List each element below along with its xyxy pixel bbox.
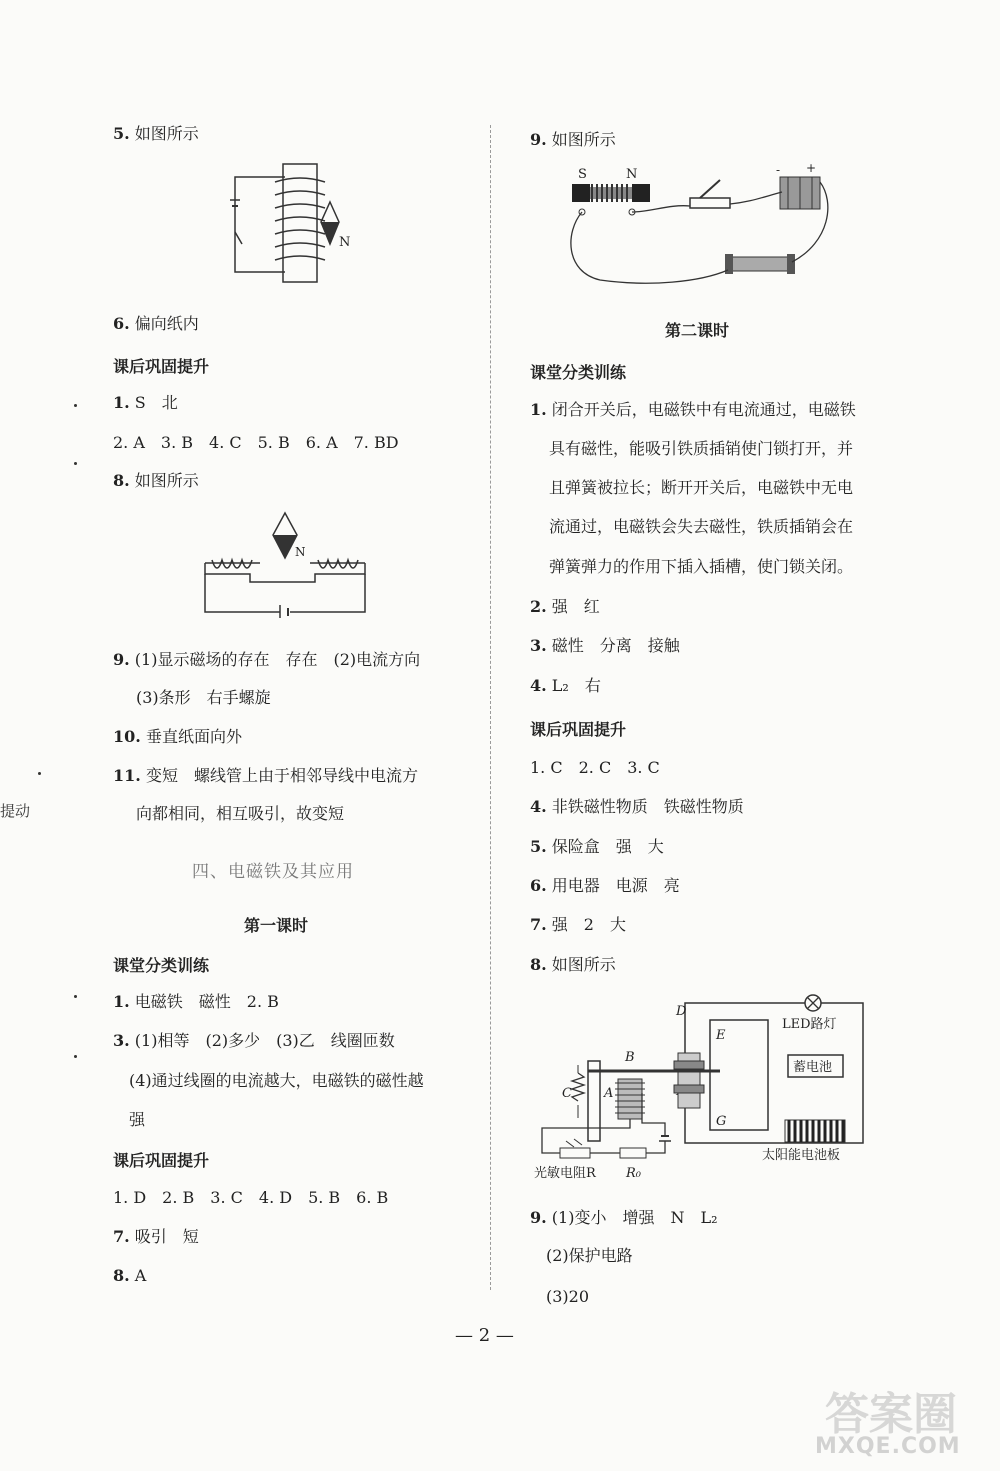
- lesson-one-heading: 第一课时: [244, 916, 309, 935]
- left-answer-9: 9. (1)显示磁场的存在 存在 (2)电流方向: [113, 650, 421, 669]
- left-b3-cont: (4)通过线圈的电流越大，电磁铁的磁性越: [129, 1071, 424, 1090]
- left-section-review-1: 课后巩固提升: [113, 357, 210, 376]
- figure-solenoid-compass: [225, 160, 355, 285]
- figure-electromagnet-circuit: [560, 162, 840, 297]
- margin-dot: [38, 772, 41, 775]
- svg-text:A: A: [604, 1086, 614, 1101]
- svg-text:B: B: [625, 1050, 635, 1065]
- svg-text:光敏电阻R: 光敏电阻R: [534, 1166, 596, 1181]
- svg-text:N: N: [339, 235, 351, 250]
- left-answer-10: 10. 垂直纸面向外: [113, 727, 242, 746]
- right-d1: 1. 闭合开关后，电磁铁中有电流通过，电磁铁: [530, 400, 856, 419]
- page-number: — 2 —: [455, 1325, 514, 1346]
- right-q9: 9. 如图所示: [530, 130, 616, 149]
- figure-two-solenoids: [200, 508, 380, 618]
- right-e6: 6. 用电器 电源 亮: [530, 876, 680, 895]
- margin-dot: [74, 1055, 77, 1058]
- left-c7: 7. 吸引 短: [113, 1227, 199, 1246]
- left-c8: 8. A: [113, 1266, 147, 1285]
- left-b3-cont2: 强: [129, 1110, 146, 1129]
- figure-solar-led-relay: [530, 993, 875, 1193]
- left-answer-11-cont: 向都相同，相互吸引，故变短: [136, 804, 345, 823]
- left-q5: 5. 如图所示: [113, 124, 199, 143]
- svg-text:D: D: [676, 1004, 687, 1019]
- left-section-classroom: 课堂分类训练: [113, 956, 210, 975]
- right-e4: 4. 非铁磁性物质 铁磁性物质: [530, 797, 744, 816]
- left-answer-9-cont: (3)条形 右手螺旋: [136, 688, 271, 707]
- right-d1-line3: 且弹簧被拉长；断开开关后，电磁铁中无电: [549, 478, 854, 497]
- svg-text:C: C: [562, 1086, 572, 1101]
- column-divider: [490, 125, 491, 1290]
- watermark-logo: [805, 1378, 995, 1468]
- svg-text:E: E: [716, 1028, 726, 1043]
- svg-text:+: +: [806, 162, 817, 175]
- left-b3: 3. (1)相等 (2)多少 (3)乙 线圈匝数: [113, 1031, 395, 1050]
- svg-text:蓄电池: 蓄电池: [793, 1060, 833, 1075]
- left-q6: 6. 偏向纸内: [113, 314, 199, 333]
- right-e7: 7. 强 2 大: [530, 915, 626, 934]
- left-section-review-2: 课后巩固提升: [113, 1151, 210, 1170]
- right-section-classroom: 课堂分类训练: [530, 363, 627, 382]
- right-e8: 8. 如图所示: [530, 955, 616, 974]
- left-answer-11: 11. 变短 螺线管上由于相邻导线中电流方: [113, 766, 418, 785]
- margin-dot: [74, 462, 77, 465]
- right-d1-line2: 具有磁性，能吸引铁质插销使门锁打开，并: [549, 439, 854, 458]
- right-d2: 2. 强 红: [530, 597, 600, 616]
- svg-text:R₀: R₀: [626, 1166, 641, 1181]
- svg-text:S: S: [578, 167, 587, 182]
- right-e9-2: (2)保护电路: [546, 1246, 633, 1265]
- margin-dot: [74, 404, 77, 407]
- margin-fragment: 提动: [0, 802, 31, 820]
- right-e9: 9. (1)变小 增强 N L₂: [530, 1208, 718, 1227]
- svg-text:-: -: [776, 163, 781, 177]
- svg-text:G: G: [716, 1114, 727, 1129]
- right-d1-line5: 弹簧弹力的作用下插入插槽，使门锁关闭。: [549, 557, 854, 576]
- right-e9-3: (3)20: [546, 1287, 590, 1306]
- left-answer-8: 8. 如图所示: [113, 471, 199, 490]
- left-b1: 1. 电磁铁 磁性 2. B: [113, 992, 279, 1011]
- right-e5: 5. 保险盒 强 大: [530, 837, 664, 856]
- left-c1-6: 1. D 2. B 3. C 4. D 5. B 6. B: [113, 1188, 389, 1207]
- right-d1-line4: 流通过，电磁铁会失去磁性，铁质插销会在: [549, 517, 854, 536]
- right-d3: 3. 磁性 分离 接触: [530, 636, 680, 655]
- svg-text:N: N: [295, 545, 306, 559]
- chapter-title: 四、电磁铁及其应用: [192, 862, 354, 882]
- svg-text:LED路灯: LED路灯: [782, 1017, 837, 1032]
- right-d4: 4. L₂ 右: [530, 676, 601, 695]
- right-e1-3: 1. C 2. C 3. C: [530, 758, 660, 777]
- left-answer-1: 1. S 北: [113, 393, 178, 412]
- margin-dot: [74, 995, 77, 998]
- left-answers-2-7: 2. A 3. B 4. C 5. B 6. A 7. BD: [113, 433, 399, 452]
- watermark-url: MXQE.COM: [815, 1434, 961, 1459]
- svg-text:N: N: [626, 167, 638, 182]
- lesson-two-heading: 第二课时: [665, 321, 730, 340]
- right-section-review: 课后巩固提升: [530, 720, 627, 739]
- watermark-text: 答案圈: [825, 1389, 957, 1440]
- svg-text:太阳能电池板: 太阳能电池板: [762, 1148, 841, 1163]
